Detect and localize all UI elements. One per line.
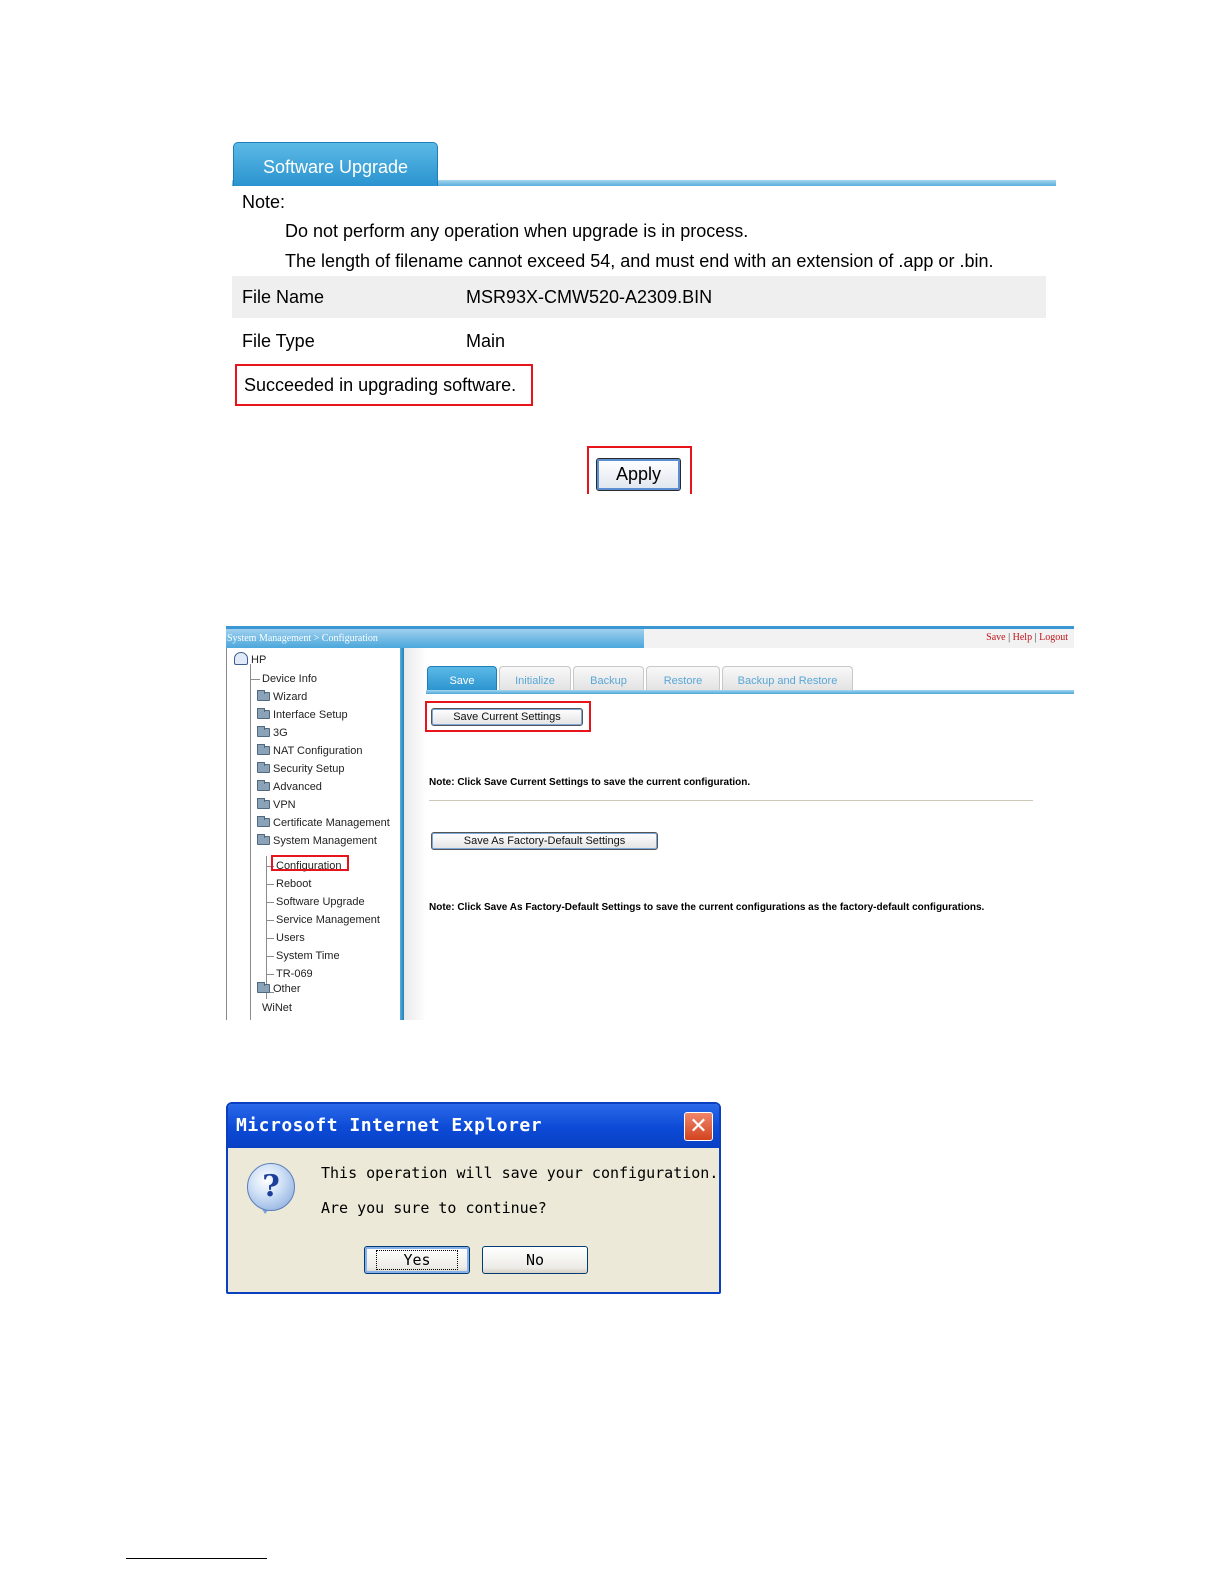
tree-line bbox=[266, 974, 274, 975]
tab-initialize[interactable]: Initialize bbox=[499, 666, 571, 691]
section-divider bbox=[429, 800, 1033, 801]
tree-item-other[interactable] bbox=[257, 982, 301, 996]
configuration-page bbox=[226, 626, 1074, 1020]
save-current-settings-button[interactable]: Save Current Settings bbox=[431, 708, 583, 726]
file-type-value: Main bbox=[466, 331, 506, 351]
tree-item-wizard[interactable] bbox=[257, 690, 307, 704]
tree-line bbox=[266, 938, 274, 939]
tree-line bbox=[266, 884, 274, 885]
folder-icon bbox=[257, 764, 270, 773]
tab-restore[interactable]: Restore bbox=[646, 666, 720, 691]
tree-item-label: Wizard bbox=[273, 691, 308, 703]
link-separator: | bbox=[1034, 632, 1037, 643]
file-type-label: File Type bbox=[242, 331, 315, 351]
file-type-row bbox=[232, 320, 1046, 362]
folder-icon bbox=[257, 818, 270, 827]
sidebar-divider bbox=[400, 648, 404, 1020]
tab-backup[interactable]: Backup bbox=[573, 666, 644, 691]
configuration-highlight bbox=[271, 855, 349, 871]
upgrade-status-message: Succeeded in upgrading software. bbox=[235, 364, 533, 406]
tree-line bbox=[266, 920, 274, 921]
footnote-rule bbox=[126, 1558, 267, 1559]
tree-item-label: 3G bbox=[273, 727, 288, 739]
folder-open-icon bbox=[257, 836, 270, 845]
help-link[interactable]: Help bbox=[1012, 632, 1033, 643]
question-icon: ? bbox=[247, 1163, 295, 1211]
tree-item-label: Other bbox=[273, 983, 301, 995]
tree-subitem-service-management[interactable]: Service Management bbox=[276, 914, 380, 926]
tree-item-advanced[interactable] bbox=[257, 780, 322, 794]
tree-line bbox=[266, 902, 274, 903]
tree-item-vpn[interactable] bbox=[257, 798, 296, 812]
tree-item-security-setup[interactable] bbox=[257, 762, 345, 776]
folder-icon bbox=[257, 984, 270, 993]
tree-item-system-management[interactable] bbox=[257, 834, 377, 848]
top-bar bbox=[226, 626, 1074, 648]
tab-software-upgrade[interactable]: Software Upgrade bbox=[233, 142, 438, 186]
save-link[interactable]: Save bbox=[986, 632, 1006, 643]
tree-item-device-info[interactable]: Device Info bbox=[262, 673, 318, 685]
dialog-message-line-2: Are you sure to continue? bbox=[321, 1199, 547, 1217]
tree-subitem-software-upgrade[interactable]: Software Upgrade bbox=[276, 896, 365, 908]
tree-subitem-tr-069[interactable]: TR-069 bbox=[276, 968, 313, 980]
tree-item-label: VPN bbox=[273, 799, 296, 811]
tree-subitem-configuration[interactable]: Configuration bbox=[276, 860, 342, 872]
tree-line bbox=[250, 679, 260, 680]
breadcrumb: System Management > Configuration bbox=[226, 629, 644, 648]
tree-line bbox=[266, 956, 274, 957]
apply-button[interactable]: Apply bbox=[596, 458, 681, 491]
folder-icon bbox=[257, 728, 270, 737]
no-button[interactable]: No bbox=[482, 1246, 588, 1274]
tree-root-label: HP bbox=[251, 654, 267, 666]
folder-icon bbox=[257, 692, 270, 701]
tree-subitem-reboot[interactable]: Reboot bbox=[276, 878, 312, 890]
note-title: Note: bbox=[242, 192, 286, 212]
tree-root-hp[interactable] bbox=[234, 652, 266, 666]
tab-backup-and-restore[interactable]: Backup and Restore bbox=[722, 666, 853, 691]
yes-button-label: Yes bbox=[376, 1250, 457, 1270]
tree-item-label: NAT Configuration bbox=[273, 745, 363, 757]
tree-subitem-users[interactable]: Users bbox=[276, 932, 305, 944]
close-icon[interactable]: ✕ bbox=[684, 1112, 713, 1141]
tab-save[interactable]: Save bbox=[427, 666, 497, 691]
tree-line bbox=[266, 856, 267, 999]
confirm-dialog bbox=[226, 1102, 721, 1294]
folder-icon bbox=[257, 782, 270, 791]
save-factory-default-button[interactable]: Save As Factory-Default Settings bbox=[431, 832, 658, 850]
factory-note: Note: Click Save As Factory-Default Settings to save the current configurations as the factory-default configurations. bbox=[429, 902, 985, 913]
tree-item-label: Advanced bbox=[273, 781, 322, 793]
logout-link[interactable]: Logout bbox=[1039, 632, 1068, 643]
top-links bbox=[986, 632, 1068, 643]
dialog-title: Microsoft Internet Explorer bbox=[236, 1115, 543, 1136]
tab-underline bbox=[426, 690, 1074, 694]
tree-item-label: System Management bbox=[273, 835, 377, 847]
tree-item-winet[interactable]: WiNet bbox=[262, 1002, 292, 1014]
dialog-titlebar bbox=[228, 1104, 719, 1148]
tree-item-nat-configuration[interactable] bbox=[257, 744, 362, 758]
tree-item-label: Interface Setup bbox=[273, 709, 348, 721]
folder-icon bbox=[257, 746, 270, 755]
navigation-tree bbox=[226, 648, 404, 1020]
tree-item-label: Security Setup bbox=[273, 763, 345, 775]
software-upgrade-panel bbox=[232, 140, 1056, 494]
file-name-label: File Name bbox=[242, 287, 325, 307]
file-name-row bbox=[232, 276, 1046, 318]
dialog-message-line-1: This operation will save your configuration. bbox=[321, 1164, 719, 1182]
note-line-1: Do not perform any operation when upgrade is in process. bbox=[285, 221, 749, 241]
tree-item-label: Certificate Management bbox=[273, 817, 390, 829]
file-name-value: MSR93X-CMW520-A2309.BIN bbox=[466, 287, 713, 307]
tree-line bbox=[250, 664, 251, 1020]
link-separator: | bbox=[1008, 632, 1011, 643]
folder-icon bbox=[257, 710, 270, 719]
tree-item-3g[interactable] bbox=[257, 726, 288, 740]
tree-subitem-system-time[interactable]: System Time bbox=[276, 950, 340, 962]
folder-icon bbox=[257, 800, 270, 809]
yes-button[interactable] bbox=[364, 1246, 470, 1274]
save-note: Note: Click Save Current Settings to save the current configuration. bbox=[429, 777, 751, 788]
users-icon bbox=[234, 652, 248, 665]
dialog-body bbox=[231, 1148, 719, 1290]
tree-item-certificate-management[interactable] bbox=[257, 816, 390, 830]
note-line-2: The length of filename cannot exceed 54, and must end with an extension of .app or .bin. bbox=[285, 251, 994, 271]
tree-item-interface-setup[interactable] bbox=[257, 708, 348, 722]
